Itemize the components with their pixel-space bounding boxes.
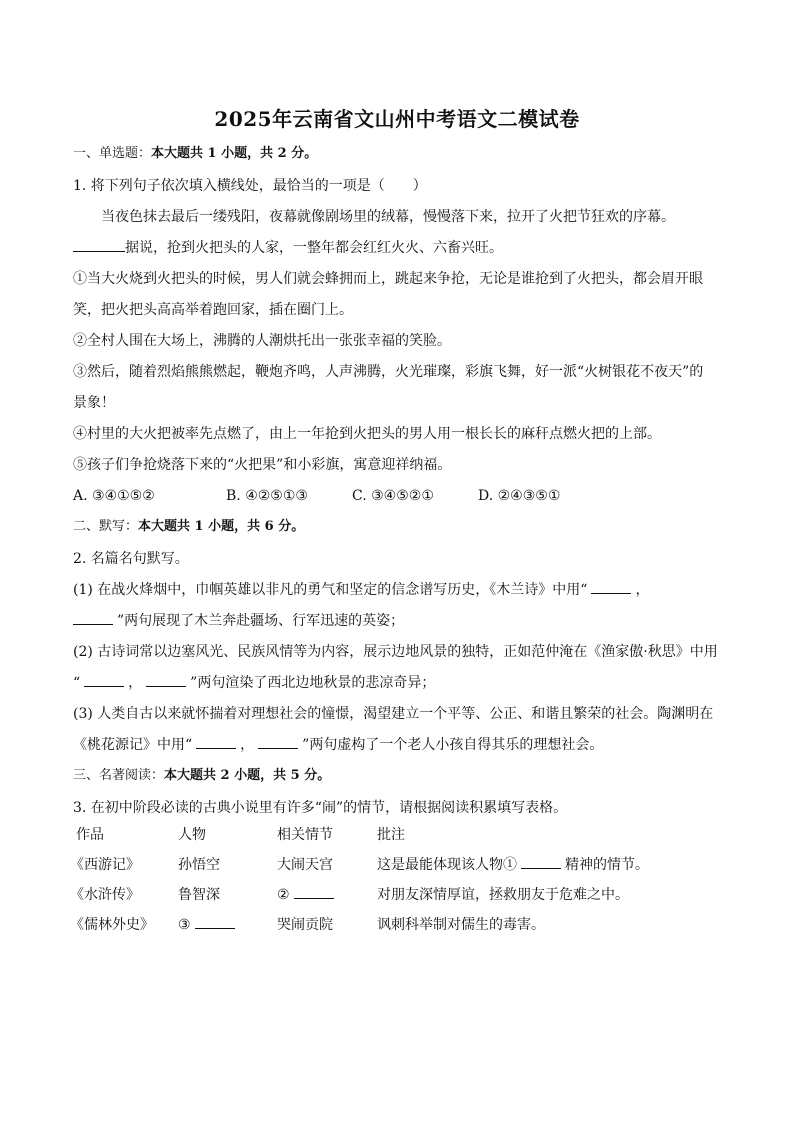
table-row-2-work: 《水浒传》: [70, 887, 140, 903]
q1-option-a[interactable]: A. ③④①⑤②: [73, 488, 155, 504]
table-row-3-person: [178, 916, 235, 934]
section-2-detail: 本大题共 1 小题，共 6 分。: [138, 519, 305, 534]
section-3-detail: 本大题共 2 小题，共 5 分。: [164, 768, 331, 783]
section-heading-1: [73, 145, 317, 163]
q2-item-1-text-a: (1) 在战火烽烟中，巾帼英雄以非凡的勇气和坚定的信念谱写历史，《木兰诗》中用“: [73, 582, 588, 598]
q3-blank-2[interactable]: [294, 886, 334, 899]
q2-item-1-text-b: ”两句展现了木兰奔赴疆场、行军迅速的英姿；: [117, 613, 405, 629]
table-header-plot: 相关情节: [277, 827, 333, 843]
table-row-2-plot-pre: ②: [277, 887, 290, 903]
q1-paragraph-2: [73, 239, 503, 257]
q1-paragraph-2-text: 据说，抢到火把头的人家，一整年都会红红火火、六畜兴旺。: [125, 240, 503, 256]
table-row-1-work: 《西游记》: [70, 857, 140, 873]
q2-item-3-comma: ，: [240, 737, 255, 753]
q2-blank-5[interactable]: [196, 736, 236, 749]
q2-item-1-line-1: [73, 581, 649, 599]
q1-option-b[interactable]: B. ④②⑤①③: [226, 488, 308, 504]
q2-blank-1[interactable]: [591, 581, 631, 594]
q2-item-3-line-1: (3) 人类自古以来就怀揣着对理想社会的憧憬，渴望建立一个平等、公正、和谐且繁荣的社会。陶渊明在: [73, 706, 714, 722]
table-header-person: 人物: [178, 827, 206, 843]
table-header-work: 作品: [76, 827, 104, 843]
page-title: 2025年云南省文山州中考语文二模试卷: [214, 107, 580, 131]
q3-stem: 3. 在初中阶段必读的古典小说里有许多“闹”的情节，请根据阅读积累填写表格。: [73, 800, 568, 816]
q1-sentence-1a: ①当大火烧到火把头的时候，男人们就会蜂拥而上，跳起来争抢，无论是谁抢到了火把头，都会眉开眼: [73, 271, 703, 287]
section-1-prefix: 一、单选题：: [73, 146, 152, 161]
q3-blank-3[interactable]: [195, 916, 235, 929]
q2-item-2-text-b: ”两句渲染了西北边地秋景的悲凉奇异；: [190, 675, 436, 691]
q2-item-3-text-b: 《桃花源记》中用“: [73, 737, 193, 753]
q1-sentence-1b: 笑，把火把头高高举着跑回家，插在圈门上。: [73, 302, 353, 318]
q1-paragraph-1: 当夜色抹去最后一缕残阳，夜幕就像剧场里的绒幕，慢慢落下来，拉开了火把节狂欢的序幕。: [101, 209, 675, 225]
q1-sentence-5: ⑤孩子们争抢烧落下来的“火把果”和小彩旗，寓意迎祥纳福。: [73, 457, 452, 473]
table-row-2-person: 鲁智深: [178, 887, 220, 903]
section-heading-2: [73, 518, 304, 536]
q1-option-c[interactable]: C. ③④⑤②①: [352, 488, 434, 504]
table-row-1-note-pre: 这是最能体现该人物①: [377, 857, 517, 873]
table-row-2-note: 对朋友深情厚谊，拯救朋友于危难之中。: [377, 887, 629, 903]
q2-item-1-comma: ，: [635, 582, 650, 598]
q2-blank-2[interactable]: [73, 612, 113, 625]
q2-item-2-quote-open: “: [73, 675, 81, 691]
table-row-3-person-pre: ③: [178, 917, 191, 933]
q1-sentence-3b: 景象！: [73, 395, 115, 411]
table-row-1-person: 孙悟空: [178, 857, 220, 873]
q2-stem: 2. 名篇名句默写。: [73, 551, 189, 567]
table-header-note: 批注: [377, 827, 405, 843]
table-row-1-note-post: 精神的情节。: [565, 857, 649, 873]
q2-item-3-line-2: [73, 736, 603, 754]
q2-item-2-line-1: (2) 古诗词常以边塞风光、民族风情等为内容，展示边地风景的独特，正如范仲淹在《渔家傲·秋思》中用: [73, 644, 718, 660]
q1-fill-blank[interactable]: [73, 239, 125, 252]
section-3-prefix: 三、名著阅读：: [73, 768, 165, 783]
q2-blank-4[interactable]: [146, 674, 186, 687]
section-2-prefix: 二、默写：: [73, 519, 139, 534]
q1-stem: 1. 将下列句子依次填入横线处，最恰当的一项是（ ）: [73, 178, 427, 194]
q2-blank-6[interactable]: [258, 736, 298, 749]
table-row-3-work: 《儒林外史》: [70, 917, 154, 933]
q2-item-3-text-c: ”两句虚构了一个老人小孩自得其乐的理想社会。: [302, 737, 604, 753]
table-row-3-note: 讽刺科举制对儒生的毒害。: [377, 917, 545, 933]
table-row-1-plot: 大闹天宫: [277, 857, 333, 873]
q3-blank-1[interactable]: [521, 856, 561, 869]
q1-sentence-2: ②全村人围在大场上，沸腾的人潮烘托出一张张幸福的笑脸。: [73, 333, 451, 349]
section-heading-3: [73, 767, 330, 785]
q1-sentence-4: ④村里的大火把被率先点燃了，由上一年抢到火把头的男人用一根长长的麻秆点燃火把的上部。: [73, 426, 661, 442]
q2-item-1-line-2: [73, 612, 404, 630]
q2-blank-3[interactable]: [84, 674, 124, 687]
section-1-detail: 本大题共 1 小题，共 2 分。: [151, 146, 318, 161]
q1-option-d[interactable]: D. ②④③⑤①: [478, 488, 561, 504]
q1-sentence-3a: ③然后，随着烈焰熊熊燃起，鞭炮齐鸣，人声沸腾，火光璀璨，彩旗飞舞，好一派“火树银花不夜天”的: [73, 364, 704, 380]
q2-item-2-comma: ，: [128, 675, 143, 691]
q2-item-2-line-2: [73, 674, 435, 692]
table-row-2-plot: [277, 886, 334, 904]
table-row-1-note: [377, 856, 649, 874]
table-row-3-plot: 哭闹贡院: [277, 917, 333, 933]
